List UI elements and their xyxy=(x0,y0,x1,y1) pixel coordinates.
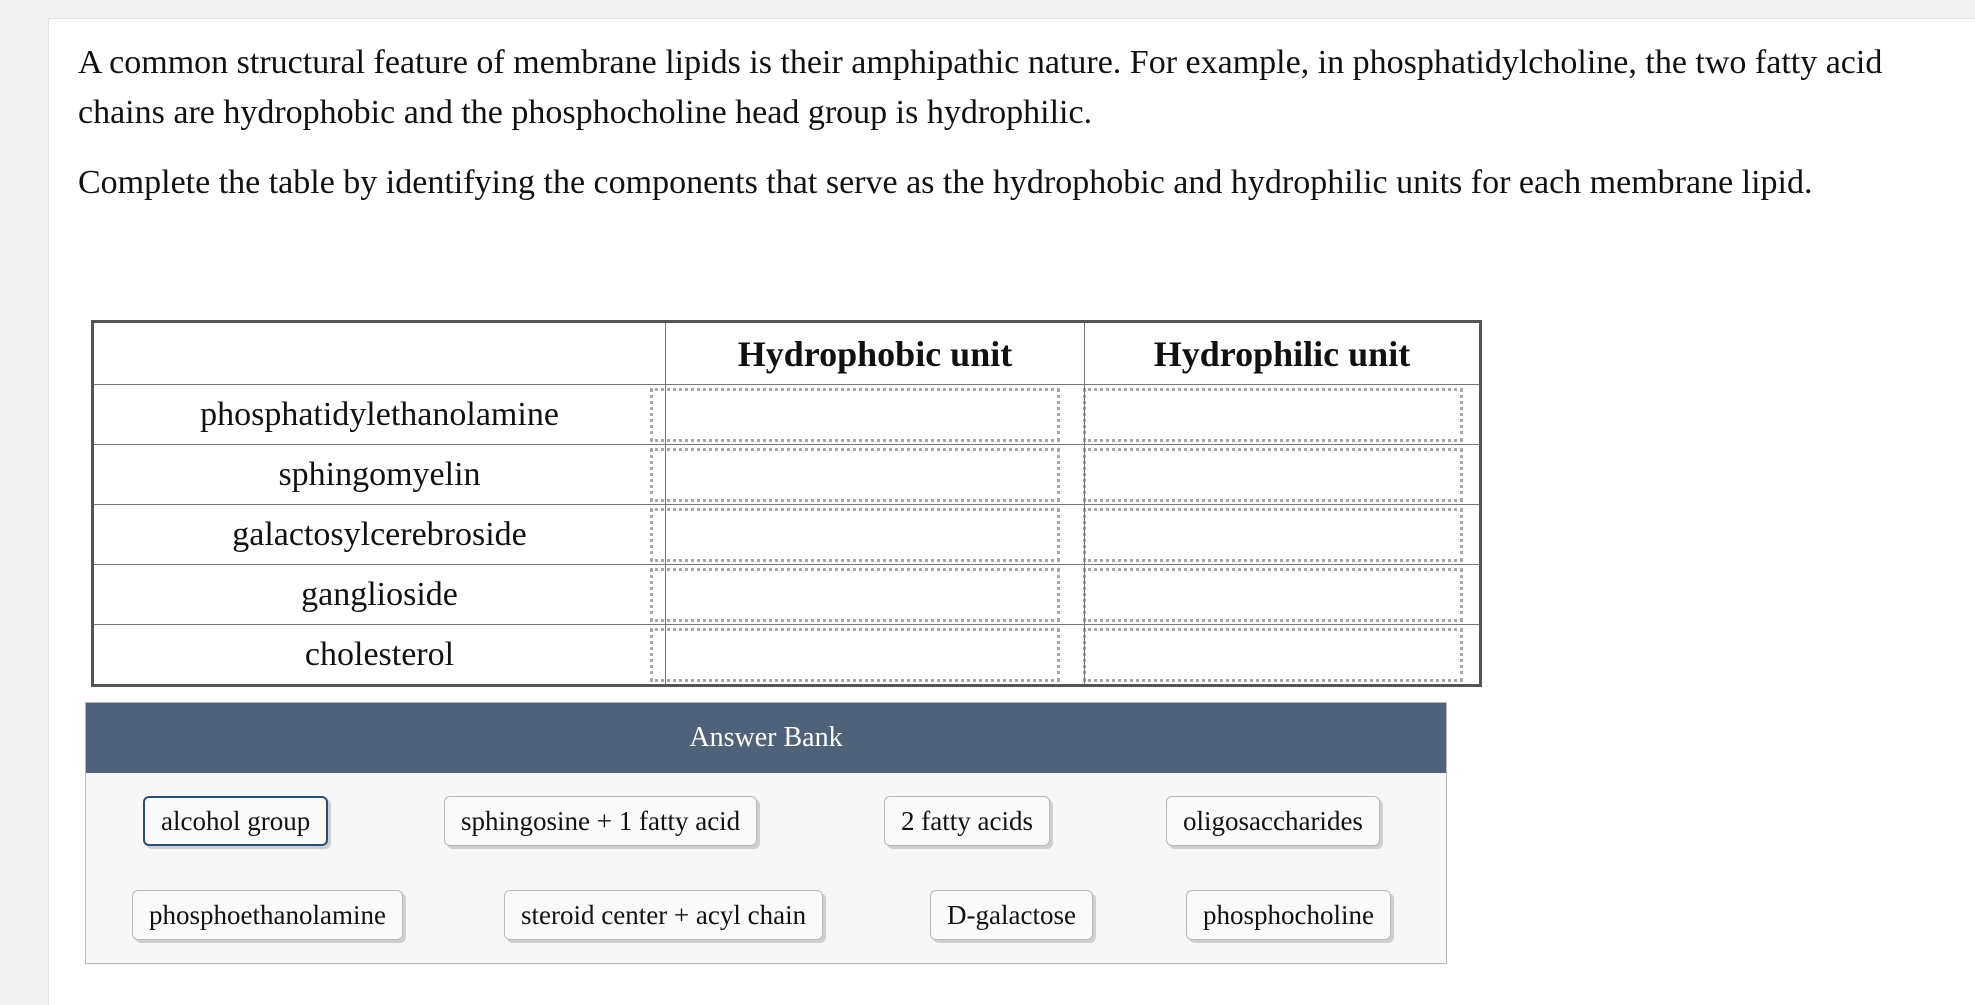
table-row xyxy=(93,445,1481,505)
table-header-corner xyxy=(93,322,666,385)
lipid-table xyxy=(91,320,1482,687)
lipid-name: galactosylcerebroside xyxy=(93,505,666,565)
hydrophobic-drop-zone[interactable] xyxy=(650,508,1060,562)
hydrophobic-cell xyxy=(666,385,1085,445)
answer-chip-sphingosine-fatty-acid[interactable]: sphingosine + 1 fatty acid xyxy=(444,796,757,846)
hydrophobic-cell xyxy=(666,625,1085,686)
lipid-name: cholesterol xyxy=(93,625,666,686)
hydrophobic-drop-zone[interactable] xyxy=(650,628,1060,682)
hydrophilic-cell xyxy=(1085,385,1481,445)
lipid-name: phosphatidylethanolamine xyxy=(93,385,666,445)
table-row xyxy=(93,565,1481,625)
table-header-row xyxy=(93,322,1481,385)
table-header-hydrophobic: Hydrophobic unit xyxy=(666,322,1085,385)
answer-chip-oligosaccharides[interactable]: oligosaccharides xyxy=(1166,796,1380,846)
hydrophobic-drop-zone[interactable] xyxy=(650,388,1060,442)
hydrophobic-drop-zone[interactable] xyxy=(650,568,1060,622)
hydrophilic-drop-zone[interactable] xyxy=(1083,448,1463,502)
table-row xyxy=(93,505,1481,565)
hydrophilic-cell xyxy=(1085,565,1481,625)
table-row xyxy=(93,385,1481,445)
hydrophilic-cell xyxy=(1085,445,1481,505)
prompt-paragraph-2: Complete the table by identifying the components that serve as the hydrophobic and hydrophilic units for each membrane lipid. xyxy=(78,164,1813,201)
answer-bank xyxy=(85,702,1447,964)
hydrophobic-drop-zone[interactable] xyxy=(650,448,1060,502)
prompt-paragraph-1: A common structural feature of membrane lipids is their amphipathic nature. For example, in phosphatidylcholine, the two fatty acid chains are hydrophobic and the phosphocholine head group is hydrophilic. xyxy=(78,44,1883,131)
lipid-name: ganglioside xyxy=(93,565,666,625)
answer-bank-title: Answer Bank xyxy=(86,703,1446,773)
question-prompt xyxy=(78,38,1938,228)
answer-chip-alcohol-group[interactable]: alcohol group xyxy=(143,796,328,846)
table-row xyxy=(93,625,1481,686)
hydrophobic-cell xyxy=(666,505,1085,565)
hydrophilic-drop-zone[interactable] xyxy=(1083,628,1463,682)
lipid-name: sphingomyelin xyxy=(93,445,666,505)
hydrophobic-cell xyxy=(666,445,1085,505)
hydrophilic-drop-zone[interactable] xyxy=(1083,508,1463,562)
hydrophilic-cell xyxy=(1085,505,1481,565)
answer-chip-steroid-acyl-chain[interactable]: steroid center + acyl chain xyxy=(504,890,823,940)
hydrophobic-cell xyxy=(666,565,1085,625)
answer-chip-2-fatty-acids[interactable]: 2 fatty acids xyxy=(884,796,1050,846)
hydrophilic-drop-zone[interactable] xyxy=(1083,568,1463,622)
hydrophilic-drop-zone[interactable] xyxy=(1083,388,1463,442)
table-header-hydrophilic: Hydrophilic unit xyxy=(1085,322,1481,385)
hydrophilic-cell xyxy=(1085,625,1481,686)
answer-chip-d-galactose[interactable]: D-galactose xyxy=(930,890,1093,940)
answer-chip-phosphocholine[interactable]: phosphocholine xyxy=(1186,890,1391,940)
answer-chip-phosphoethanolamine[interactable]: phosphoethanolamine xyxy=(132,890,403,940)
